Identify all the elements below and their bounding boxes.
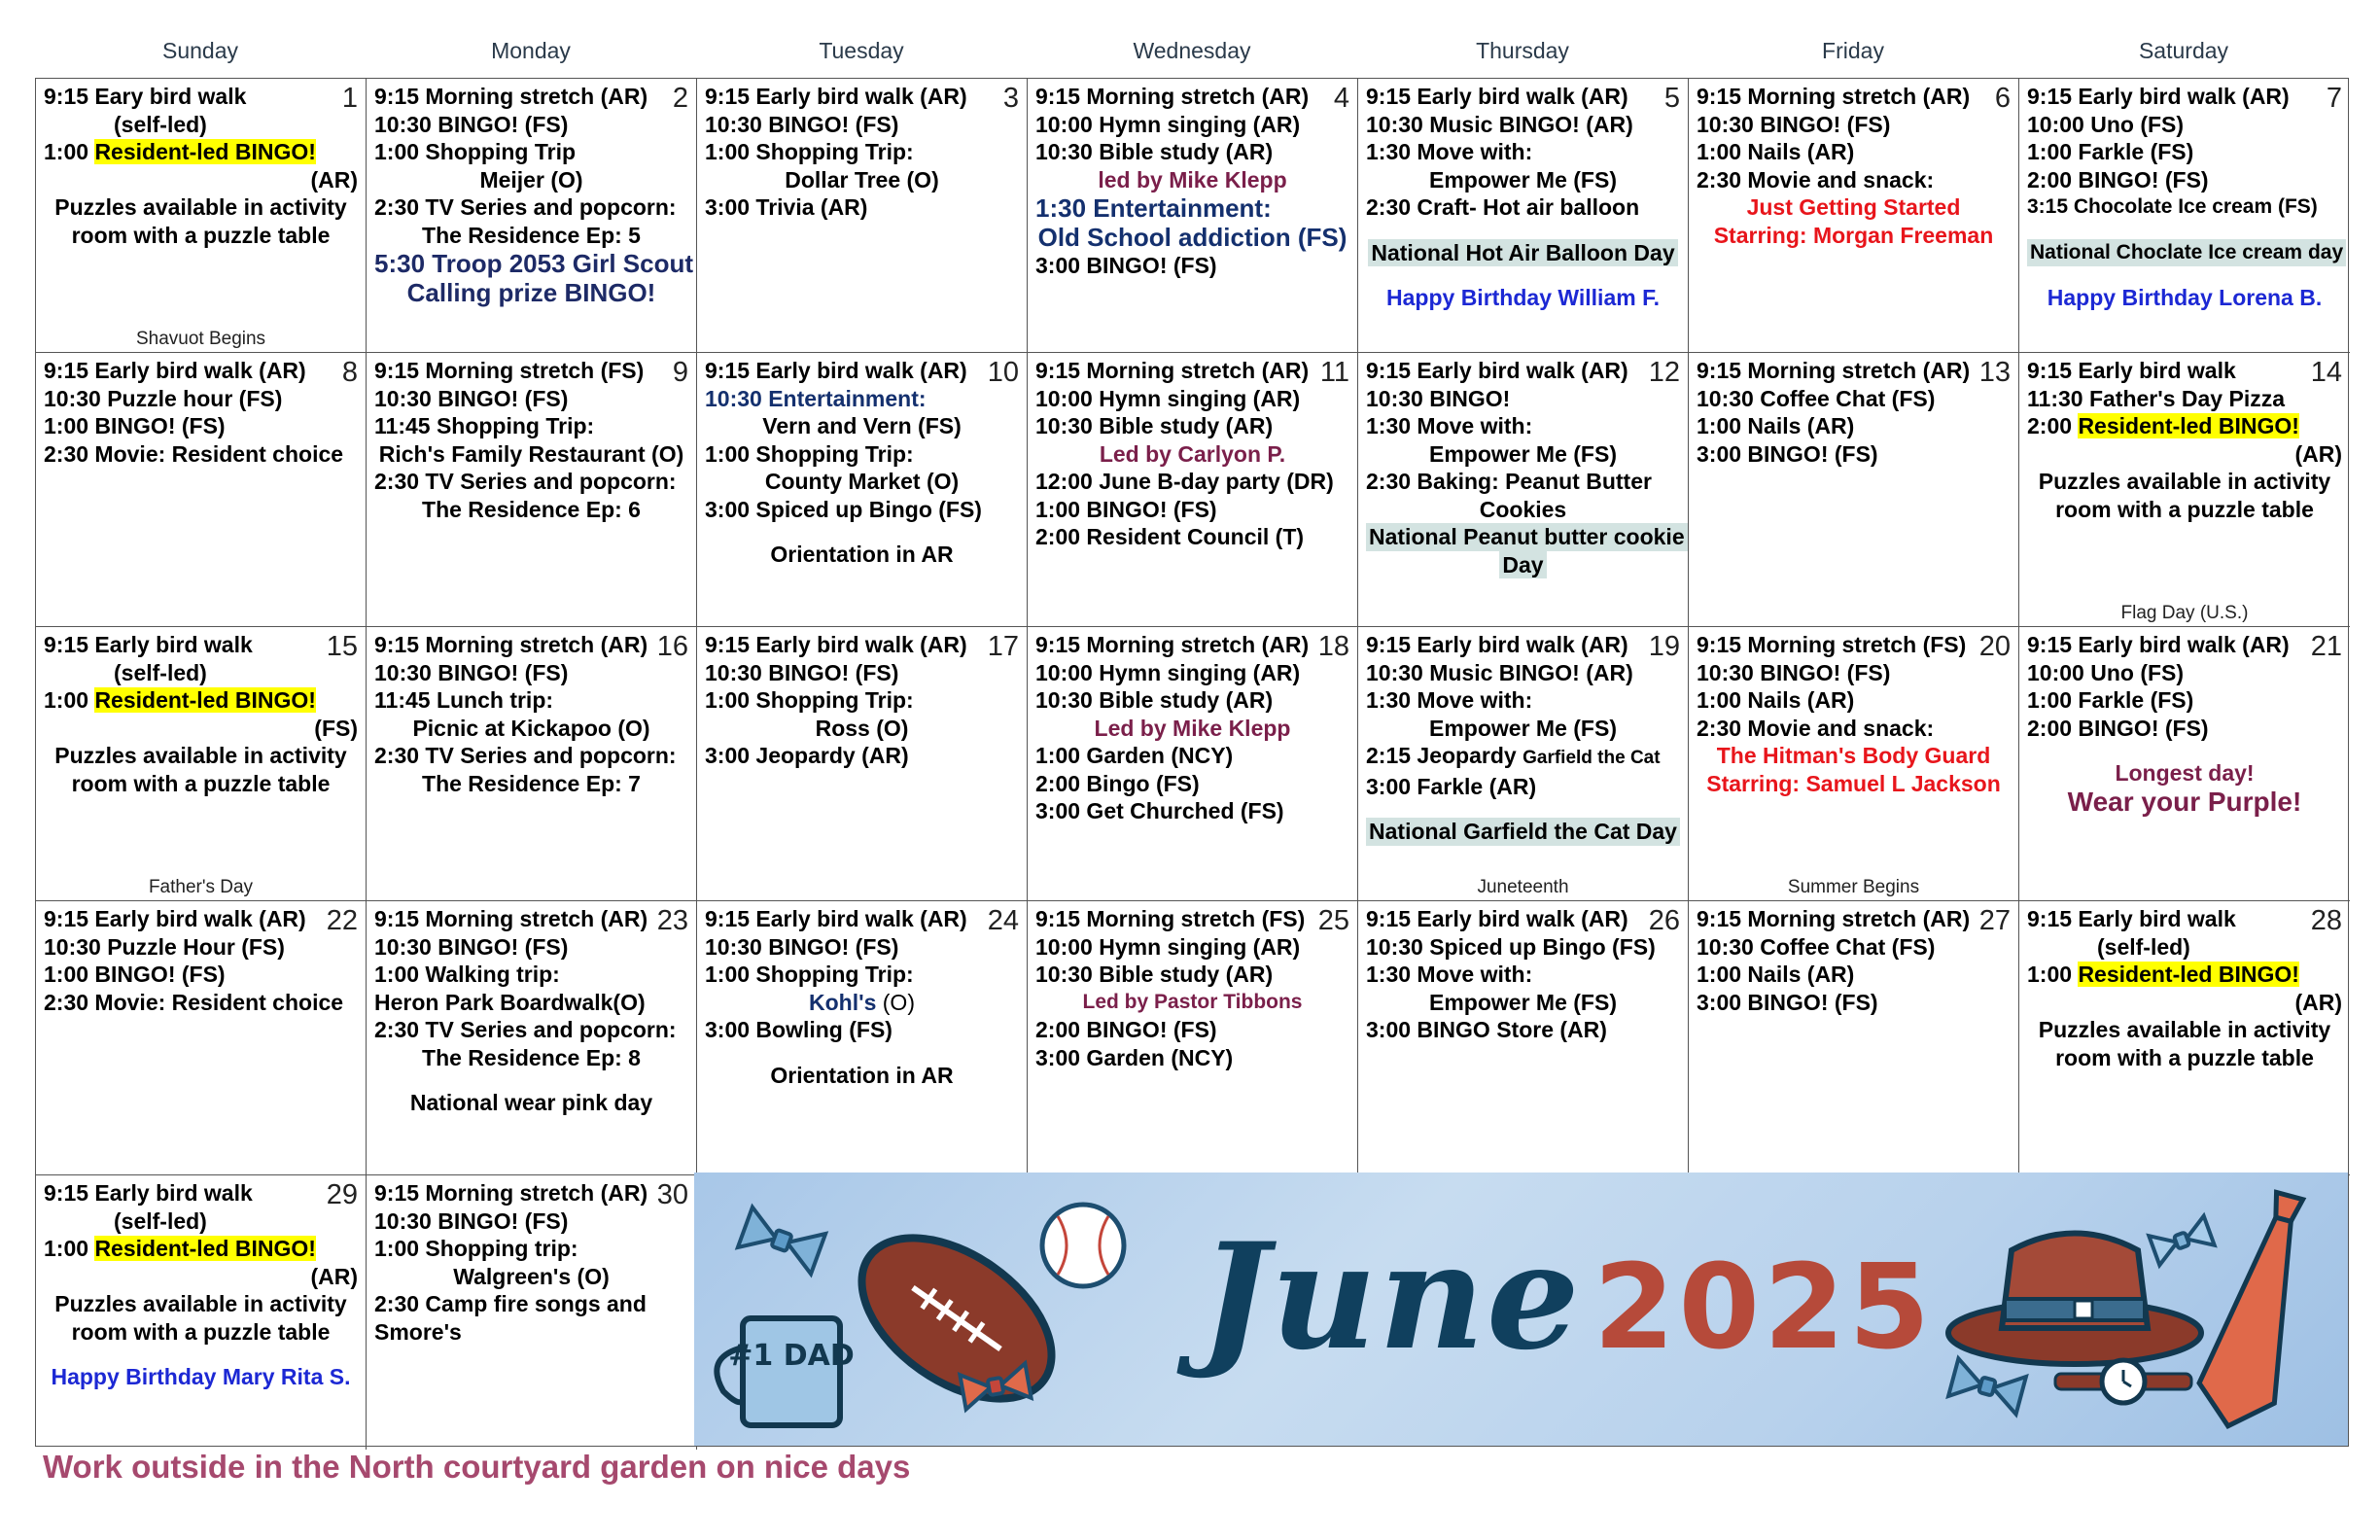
- event: (self-led): [114, 111, 207, 137]
- special-event: 10:30 Entertainment:: [705, 385, 927, 411]
- day-number: 21: [2310, 631, 2342, 662]
- event-time: 2:15 Jeopardy: [1366, 743, 1523, 768]
- movie-title: Just Getting Started: [1746, 194, 1961, 220]
- day-number: 11: [1319, 357, 1349, 388]
- day-name-friday: Friday: [1822, 38, 1884, 63]
- day-number: 4: [1333, 83, 1349, 114]
- event: 9:15 Early bird walk (AR): [705, 632, 967, 657]
- note: Puzzles available in activity: [2038, 1017, 2331, 1042]
- day-cell-6: [1689, 79, 2019, 353]
- day-cell-22: [36, 901, 367, 1175]
- special-note: Longest day!: [2115, 760, 2255, 786]
- day-number: 30: [656, 1179, 688, 1210]
- event: 2:00 BINGO! (FS): [2027, 166, 2209, 192]
- day-cell-1: [36, 79, 367, 353]
- event: 2:30 TV Series and popcorn:: [374, 1017, 677, 1042]
- event: 2:30 Camp fire songs and: [374, 1291, 647, 1316]
- event: 1:30 Move with:: [1366, 687, 1533, 713]
- event-location: (O): [876, 989, 915, 1015]
- highlighted-event: Resident-led BINGO!: [2078, 413, 2299, 438]
- day-cell-7: [2019, 79, 2350, 353]
- event: 3:15 Chocolate Ice cream (FS): [2027, 195, 2318, 218]
- event: 1:00 Nails (AR): [1697, 962, 1855, 987]
- event: 10:30 BINGO! (FS): [374, 659, 569, 685]
- national-day: [1366, 523, 1685, 551]
- event: 9:15 Early bird walk (AR): [1366, 84, 1628, 109]
- event: Walgreen's (O): [453, 1263, 610, 1289]
- event: 1:00 Farkle (FS): [2027, 139, 2194, 164]
- event: 9:15 Early bird walk (AR): [44, 906, 306, 931]
- highlighted-event: Resident-led BINGO!: [94, 1236, 316, 1261]
- event: 9:15 Morning stretch (AR): [374, 632, 648, 657]
- day-number: 1: [341, 83, 358, 114]
- event: 3:00 Spiced up Bingo (FS): [705, 496, 982, 522]
- note: room with a puzzle table: [2055, 1044, 2314, 1070]
- day-number: 17: [987, 631, 1019, 662]
- event: 10:30 Puzzle Hour (FS): [44, 933, 285, 960]
- event: 1:00 Walking trip:: [374, 962, 560, 987]
- event: 1:00 BINGO! (FS): [1035, 496, 1217, 522]
- event-location: (AR): [2294, 440, 2342, 467]
- event: 1:00 Farkle (FS): [2027, 687, 2194, 713]
- event: Ross (O): [815, 715, 909, 741]
- event: 9:15 Morning stretch (FS): [1697, 632, 1967, 657]
- day-number: 16: [656, 631, 688, 662]
- event: 1:00 BINGO! (FS): [44, 413, 226, 438]
- event: 10:30 Music BINGO! (AR): [1366, 659, 1633, 685]
- event: 1:00 Shopping Trip:: [705, 687, 914, 713]
- day-cell-21: [2019, 627, 2350, 901]
- birthday: Happy Birthday Lorena B.: [2047, 285, 2323, 310]
- event: 9:15 Morning stretch (FS): [374, 358, 645, 383]
- special-event: 1:30 Entertainment:: [1035, 193, 1272, 223]
- day-number: 18: [1317, 631, 1349, 662]
- event-time: 1:00: [2027, 962, 2079, 987]
- event: 9:15 Early bird walk (AR): [44, 358, 306, 383]
- event: 9:15 Early bird walk (AR): [2027, 84, 2290, 109]
- national-day: [1366, 551, 1680, 579]
- event: 2:30 TV Series and popcorn:: [374, 194, 677, 220]
- national-day-label: National Choclate Ice cream day: [2027, 239, 2346, 267]
- event: 10:30 Bible study (AR): [1035, 962, 1274, 987]
- event: 2:00 BINGO! (FS): [1035, 1017, 1217, 1042]
- day-number: 6: [1994, 83, 2011, 114]
- footer-note: Work outside in the North courtyard garden on nice days: [43, 1449, 911, 1485]
- event-leader: led by Mike Klepp: [1098, 166, 1287, 192]
- event: 12:00 June B-day party (DR): [1035, 469, 1334, 494]
- event: Empower Me (FS): [1429, 166, 1617, 192]
- event: 9:15 Morning stretch (AR): [1697, 906, 1971, 931]
- day-cell-20: [1689, 627, 2019, 901]
- day-number: 19: [1648, 631, 1680, 662]
- event: 10:00 Hymn singing (AR): [1035, 111, 1301, 137]
- event: 11:45 Lunch trip:: [374, 687, 554, 713]
- day-number: 20: [1978, 631, 2011, 662]
- event-leader: Led by Pastor Tibbons: [1082, 990, 1303, 1013]
- event: 2:30 TV Series and popcorn:: [374, 743, 677, 768]
- event: 2:00 Resident Council (T): [1035, 524, 1305, 549]
- event: 1:00 Garden (NCY): [1035, 743, 1234, 768]
- day-cell-15: [36, 627, 367, 901]
- day-number: 5: [1663, 83, 1680, 114]
- event-location: (AR): [310, 166, 358, 192]
- day-cell-12: [1358, 353, 1689, 627]
- event: 3:00 Trivia (AR): [705, 194, 868, 220]
- event: Empower Me (FS): [1429, 715, 1617, 741]
- event: Empower Me (FS): [1429, 989, 1617, 1015]
- holiday-label: Flag Day (U.S.): [2120, 603, 2249, 623]
- note: room with a puzzle table: [71, 1318, 331, 1345]
- day-number: 14: [2310, 357, 2342, 388]
- event: 10:30 Coffee Chat (FS): [1697, 933, 1936, 960]
- day-number: 10: [987, 357, 1019, 388]
- event: 3:00 Garden (NCY): [1035, 1044, 1234, 1070]
- event: 11:30 Father's Day Pizza: [2027, 385, 2285, 411]
- movie-title: The Hitman's Body Guard: [1716, 743, 1991, 768]
- event: 1:30 Move with:: [1366, 139, 1533, 164]
- event-time: 1:00: [44, 1236, 95, 1261]
- event: 10:30 Bible study (AR): [1035, 413, 1274, 438]
- event: 1:00 BINGO! (FS): [44, 962, 226, 987]
- event: [44, 1235, 358, 1263]
- event: 2:30 Movie and snack:: [1697, 715, 1935, 741]
- event: (self-led): [114, 659, 207, 685]
- event: 2:30 Craft- Hot air balloon: [1366, 194, 1640, 220]
- event: Meijer (O): [479, 166, 583, 192]
- event: The Residence Ep: 8: [422, 1044, 641, 1070]
- day-cell-13: [1689, 353, 2019, 627]
- event: 9:15 Morning stretch (AR): [1035, 358, 1310, 383]
- event: 9:15 Morning stretch (AR): [1035, 632, 1310, 657]
- event: [2027, 961, 2342, 989]
- day-number: 25: [1317, 905, 1349, 936]
- day-cell-27: [1689, 901, 2019, 1175]
- event: 1:30 Move with:: [1366, 962, 1533, 987]
- event: 1:00 Nails (AR): [1697, 687, 1855, 713]
- event: The Residence Ep: 5: [422, 222, 641, 248]
- event: (self-led): [114, 1208, 207, 1234]
- event: 10:30 BINGO! (FS): [374, 933, 569, 960]
- event: 3:00 Bowling (FS): [705, 1017, 892, 1042]
- day-cell-2: [367, 79, 697, 353]
- day-number: 23: [656, 905, 688, 936]
- special-event: Old School addiction (FS): [1037, 223, 1348, 252]
- event: 9:15 Morning stretch (AR): [374, 1180, 648, 1206]
- day-name-tuesday: Tuesday: [819, 38, 904, 63]
- note: Puzzles available in activity: [2038, 469, 2331, 494]
- event: 10:30 Music BINGO! (AR): [1366, 111, 1633, 137]
- bow-tie-icon: [1948, 1358, 2026, 1414]
- national-day-label: National Garfield the Cat Day: [1366, 818, 1680, 846]
- holiday-label: Father's Day: [148, 877, 254, 897]
- note: Puzzles available in activity: [54, 194, 347, 220]
- event-location: (AR): [2294, 989, 2342, 1015]
- event: 9:15 Morning stretch (AR): [1035, 84, 1310, 109]
- event: Heron Park Boardwalk(O): [374, 989, 646, 1015]
- event: 10:30 BINGO! (FS): [1697, 659, 1891, 685]
- event-leader: Led by Mike Klepp: [1094, 715, 1291, 741]
- note: Orientation in AR: [770, 1062, 954, 1088]
- event: Cookies: [1479, 496, 1567, 522]
- event: 9:15 Morning stretch (AR): [1697, 84, 1971, 109]
- event: 9:15 Early bird walk: [2027, 906, 2236, 931]
- event: 2:30 Movie: Resident choice: [44, 989, 344, 1015]
- event: Smore's: [374, 1318, 462, 1345]
- note: National wear pink day: [409, 1090, 653, 1115]
- event: 10:30 BINGO! (FS): [705, 933, 899, 960]
- event: 9:15 Early bird walk: [44, 1180, 253, 1206]
- birthday: Happy Birthday William F.: [1386, 285, 1660, 310]
- event: 2:00 Bingo (FS): [1035, 770, 1200, 796]
- event: 10:30 Bible study (AR): [1035, 139, 1274, 164]
- special-event: 5:30 Troop 2053 Girl Scout: [374, 249, 693, 278]
- event: Rich's Family Restaurant (O): [378, 440, 684, 467]
- event-time: 1:00: [44, 687, 95, 713]
- event: [1366, 742, 1680, 773]
- day-number: 3: [1002, 83, 1019, 114]
- event: 9:15 Early bird walk (AR): [705, 906, 967, 931]
- event: 3:00 Get Churched (FS): [1035, 798, 1284, 823]
- day-cell-19: [1358, 627, 1689, 901]
- day-cell-26: [1358, 901, 1689, 1175]
- bow-tie-icon: [2149, 1216, 2214, 1266]
- day-cell-23: [367, 901, 697, 1175]
- day-number: 8: [341, 357, 358, 388]
- day-number: 15: [326, 631, 358, 662]
- national-day-label: National Hot Air Balloon Day: [1368, 239, 1677, 267]
- event: County Market (O): [764, 469, 960, 494]
- banner-year: 2025: [1593, 1241, 1934, 1376]
- event: [44, 686, 358, 715]
- event: 1:00 Shopping Trip:: [705, 139, 914, 164]
- note: Puzzles available in activity: [54, 1291, 347, 1316]
- day-cell-17: [697, 627, 1028, 901]
- event: The Residence Ep: 7: [422, 770, 641, 796]
- day-cell-5: [1358, 79, 1689, 353]
- event: 10:00 Uno (FS): [2027, 111, 2185, 137]
- event: [2027, 412, 2342, 440]
- event: 10:00 Hymn singing (AR): [1035, 385, 1301, 411]
- day-number: 2: [672, 83, 688, 114]
- event: 2:30 TV Series and popcorn:: [374, 469, 677, 494]
- weekday-header: [35, 31, 2349, 78]
- event: 9:15 Eary bird walk: [44, 84, 247, 109]
- banner-month-title: June: [1200, 1211, 1582, 1382]
- national-day: [2027, 239, 2342, 267]
- event: 3:00 BINGO! (FS): [1035, 253, 1217, 278]
- day-cell-24: [697, 901, 1028, 1175]
- day-number: 29: [326, 1179, 358, 1210]
- event: 10:00 Uno (FS): [2027, 659, 2185, 685]
- event: 3:00 BINGO! (FS): [1697, 440, 1878, 467]
- event: 1:00 Shopping Trip:: [705, 962, 914, 987]
- day-number: 9: [672, 357, 688, 388]
- necktie-icon: [2190, 1186, 2328, 1436]
- special-note: Wear your Purple!: [2067, 786, 2302, 817]
- day-cell-11: [1028, 353, 1358, 627]
- event: 1:00 Nails (AR): [1697, 413, 1855, 438]
- highlighted-event: Resident-led BINGO!: [94, 687, 316, 713]
- day-number: 24: [987, 905, 1019, 936]
- event: 2:30 Baking: Peanut Butter: [1366, 469, 1652, 494]
- day-number: 28: [2310, 905, 2342, 936]
- event: 10:30 BINGO! (FS): [705, 659, 899, 685]
- day-cell-29: [36, 1175, 367, 1450]
- highlighted-event: Resident-led BINGO!: [94, 139, 316, 164]
- event-topic: Garfield the Cat: [1522, 748, 1661, 768]
- event: 9:15 Early bird walk (AR): [1366, 632, 1628, 657]
- national-day: [1366, 239, 1680, 267]
- event: 10:30 BINGO! (FS): [374, 1208, 569, 1234]
- event: 10:30 BINGO! (FS): [1697, 111, 1891, 137]
- day-cell-25: [1028, 901, 1358, 1175]
- day-name-thursday: Thursday: [1476, 38, 1569, 63]
- holiday-label: Summer Begins: [1787, 877, 1920, 897]
- day-cell-14: [2019, 353, 2350, 627]
- birthday: Happy Birthday Mary Rita S.: [51, 1364, 351, 1389]
- day-cell-4: [1028, 79, 1358, 353]
- event: 9:15 Early bird walk (AR): [705, 84, 967, 109]
- day-name-monday: Monday: [491, 38, 571, 63]
- day-number: 7: [2326, 83, 2342, 114]
- event: 9:15 Morning stretch (AR): [374, 906, 648, 931]
- event: The Residence Ep: 6: [422, 496, 641, 522]
- day-number: 22: [326, 905, 358, 936]
- note: room with a puzzle table: [71, 770, 331, 796]
- event: 9:15 Early bird walk (AR): [705, 358, 967, 383]
- event-time: 1:00: [44, 139, 95, 164]
- event: 3:00 Farkle (AR): [1366, 773, 1537, 799]
- day-number: 27: [1978, 905, 2011, 936]
- event: [705, 989, 1019, 1017]
- event: (self-led): [2097, 933, 2190, 960]
- movie-cast: Starring: Morgan Freeman: [1713, 222, 1994, 248]
- event-time: 2:00: [2027, 413, 2079, 438]
- day-cell-30: [367, 1175, 697, 1450]
- event: 9:15 Early bird walk (AR): [1366, 906, 1628, 931]
- event-leader: Led by Carlyon P.: [1099, 440, 1286, 467]
- event: 10:30 Coffee Chat (FS): [1697, 385, 1936, 411]
- national-day-label: Day: [1499, 551, 1546, 579]
- event: 10:30 Spiced up Bingo (FS): [1366, 933, 1656, 960]
- event: 9:15 Early bird walk: [2027, 358, 2236, 383]
- event: 10:00 Hymn singing (AR): [1035, 659, 1301, 685]
- day-cell-10: [697, 353, 1028, 627]
- day-cell-16: [367, 627, 697, 901]
- event: 9:15 Early bird walk: [44, 632, 253, 657]
- note: Puzzles available in activity: [54, 743, 347, 768]
- event: 3:00 Jeopardy (AR): [705, 743, 909, 768]
- event: 1:00 Shopping Trip:: [705, 440, 914, 467]
- note: Orientation in AR: [770, 542, 954, 567]
- note: room with a puzzle table: [2055, 496, 2314, 522]
- month-banner: [694, 1172, 2349, 1447]
- event: Vern and Vern (FS): [762, 413, 962, 438]
- event: [44, 138, 358, 166]
- note: room with a puzzle table: [71, 222, 331, 248]
- event-location: (FS): [314, 715, 358, 741]
- day-number: 12: [1648, 357, 1680, 388]
- event: 10:30 BINGO! (FS): [374, 385, 569, 411]
- event: 9:15 Early bird walk (AR): [2027, 632, 2290, 657]
- event: 9:15 Early bird walk (AR): [1366, 358, 1628, 383]
- event: 2:30 Movie and snack:: [1697, 166, 1935, 192]
- national-day-label: National Peanut butter cookie: [1366, 523, 1688, 551]
- event: 9:15 Morning stretch (AR): [1697, 358, 1971, 383]
- event: 10:30 BINGO!: [1366, 385, 1511, 411]
- event: 10:30 BINGO! (FS): [705, 111, 899, 137]
- event: 2:00 BINGO! (FS): [2027, 715, 2209, 741]
- day-name-saturday: Saturday: [2138, 38, 2229, 63]
- day-name-wednesday: Wednesday: [1133, 38, 1251, 63]
- mug-icon: [717, 1318, 854, 1425]
- event: Dollar Tree (O): [785, 166, 939, 192]
- national-day: [1366, 818, 1680, 846]
- store-name: Kohl's: [809, 989, 877, 1015]
- event: 10:00 Hymn singing (AR): [1035, 933, 1301, 960]
- day-number: 26: [1648, 905, 1680, 936]
- event: 11:45 Shopping Trip:: [374, 413, 595, 438]
- baseball-icon: [1042, 1205, 1124, 1286]
- event: 10:30 Puzzle hour (FS): [44, 385, 283, 411]
- day-cell-8: [36, 353, 367, 627]
- event: 3:00 BINGO! (FS): [1697, 989, 1878, 1015]
- event: 1:30 Move with:: [1366, 413, 1533, 438]
- mug-label: #1 DAD: [728, 1339, 855, 1373]
- event: 3:00 BINGO Store (AR): [1366, 1017, 1607, 1042]
- special-event: Calling prize BINGO!: [406, 278, 656, 307]
- event: 1:00 Shopping Trip: [374, 139, 577, 164]
- day-cell-18: [1028, 627, 1358, 901]
- day-name-sunday: Sunday: [161, 38, 238, 63]
- holiday-label: Shavuot Begins: [135, 329, 266, 349]
- bow-tie-icon: [738, 1208, 825, 1275]
- day-cell-9: [367, 353, 697, 627]
- event: Picnic at Kickapoo (O): [412, 715, 650, 741]
- event: 1:00 Nails (AR): [1697, 139, 1855, 164]
- holiday-label: Juneteenth: [1477, 877, 1569, 897]
- event-location: (AR): [310, 1263, 358, 1289]
- event: 10:30 BINGO! (FS): [374, 111, 569, 137]
- day-cell-3: [697, 79, 1028, 353]
- event: 1:00 Shopping trip:: [374, 1236, 578, 1261]
- highlighted-event: Resident-led BINGO!: [2078, 962, 2299, 987]
- event: 9:15 Morning stretch (AR): [374, 84, 648, 109]
- day-cell-28: [2019, 901, 2350, 1175]
- event: 10:30 Bible study (AR): [1035, 687, 1274, 713]
- event: Empower Me (FS): [1429, 440, 1617, 467]
- event: 2:30 Movie: Resident choice: [44, 440, 344, 467]
- day-number: 13: [1978, 357, 2011, 388]
- movie-cast: Starring: Samuel L Jackson: [1706, 770, 2001, 796]
- event: 9:15 Morning stretch (FS): [1035, 906, 1306, 931]
